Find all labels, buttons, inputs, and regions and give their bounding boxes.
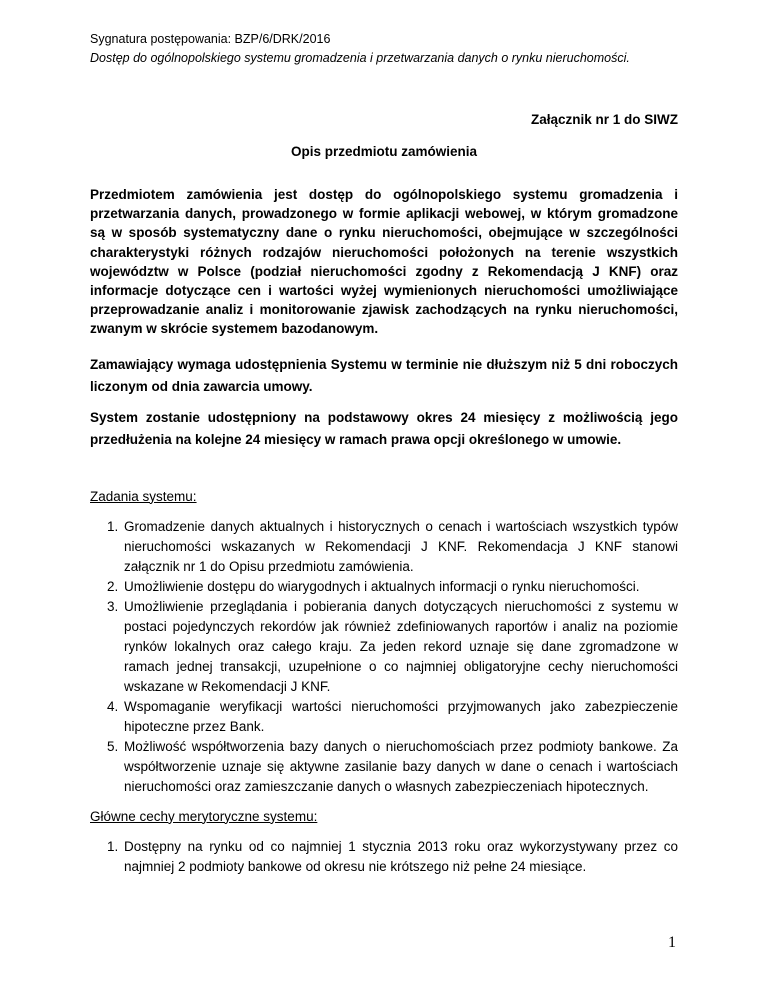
tasks-list	[90, 517, 678, 797]
page-header	[90, 30, 690, 68]
features-list	[90, 837, 678, 877]
procurement-subject: Dostęp do ogólnopolskiego systemu gromadzenia i przetwarzania danych o rynku nieruchomości.	[90, 51, 630, 65]
period-paragraph: System zostanie udostępniony na podstawowy okres 24 miesięcy z możliwością jego przedłużenia na kolejne 24 miesięcy w ramach prawa opcji określonego w umowie.	[90, 409, 678, 447]
case-signature: Sygnatura postępowania: BZP/6/DRK/2016	[90, 32, 331, 46]
list-item: 1. Gromadzenie danych aktualnych i historycznych o cenach i wartościach wszystkich typów nieruchomości wskazanych w Rekomendacji J KNF. Rekomendacja J KNF stanowi załącznik nr 1 do Opisu przedmiotu zamówienia.	[122, 517, 678, 577]
list-item: 1. Dostępny na rynku od co najmniej 1 stycznia 2013 roku oraz wykorzystywany przez co najmniej 2 podmioty bankowe od okresu nie krótszego niż pełne 24 miesiące.	[122, 837, 678, 877]
deadline-paragraph: Zamawiający wymaga udostępnienia Systemu w terminie nie dłuższym niż 5 dni roboczych liczonym od dnia zawarcia umowy.	[90, 356, 678, 394]
document-body	[90, 185, 678, 877]
list-item: 4. Wspomaganie weryfikacji wartości nieruchomości przyjmowanych jako zabezpieczenie hipoteczne przez Bank.	[122, 697, 678, 737]
annex-label: Załącznik nr 1 do SIWZ	[530, 112, 678, 127]
document-title: Opis przedmiotu zamówienia	[290, 144, 478, 159]
page-number: 1	[668, 934, 676, 951]
tasks-heading: Zadania systemu:	[90, 488, 197, 504]
list-item: 2. Umożliwienie dostępu do wiarygodnych i aktualnych informacji o rynku nieruchomości.	[122, 577, 678, 597]
list-item: 5. Możliwość współtworzenia bazy danych o nieruchomościach przez podmioty bankowe. Za współtworzenie uznaje się aktywne zasilanie bazy danych w dane o cenach i wartościach nieruchomości oraz zamieszczanie danych o własnych zabezpieczeniach hipotecznych.	[122, 737, 678, 797]
features-heading: Główne cechy merytoryczne systemu:	[90, 808, 318, 824]
intro-paragraph: Przedmiotem zamówienia jest dostęp do ogólnopolskiego systemu gromadzenia i przetwarzania danych, prowadzonego w formie aplikacji webowej, w którym gromadzone są w sposób systematyczny dane o rynku nieruchomości, obejmujące w szczególności charakterystyki różnych rodzajów nieruchomości położonych na terenie wszystkich województw w Polsce (podział nieruchomości zgodny z Rekomendacją J KNF) oraz informacje dotyczące cen i wartości wyżej wymienionych nieruchomości umożliwiające przeprowadzanie analiz i monitorowanie zjawisk zachodzących na rynku nieruchomości, zwanym w skrócie systemem bazodanowym.	[90, 187, 678, 337]
list-item: 3. Umożliwienie przeglądania i pobierania danych dotyczących nieruchomości z systemu w postaci pojedynczych rekordów jak również zdefiniowanych raportów i analiz na poziomie rynków lokalnych oraz całego kraju. Za jeden rekord uznaje się dane zgromadzone w ramach jednej transakcji, uzupełnione o co najmniej obligatoryjne cechy nieruchomości wskazane w Rekomendacji J KNF.	[122, 597, 678, 697]
